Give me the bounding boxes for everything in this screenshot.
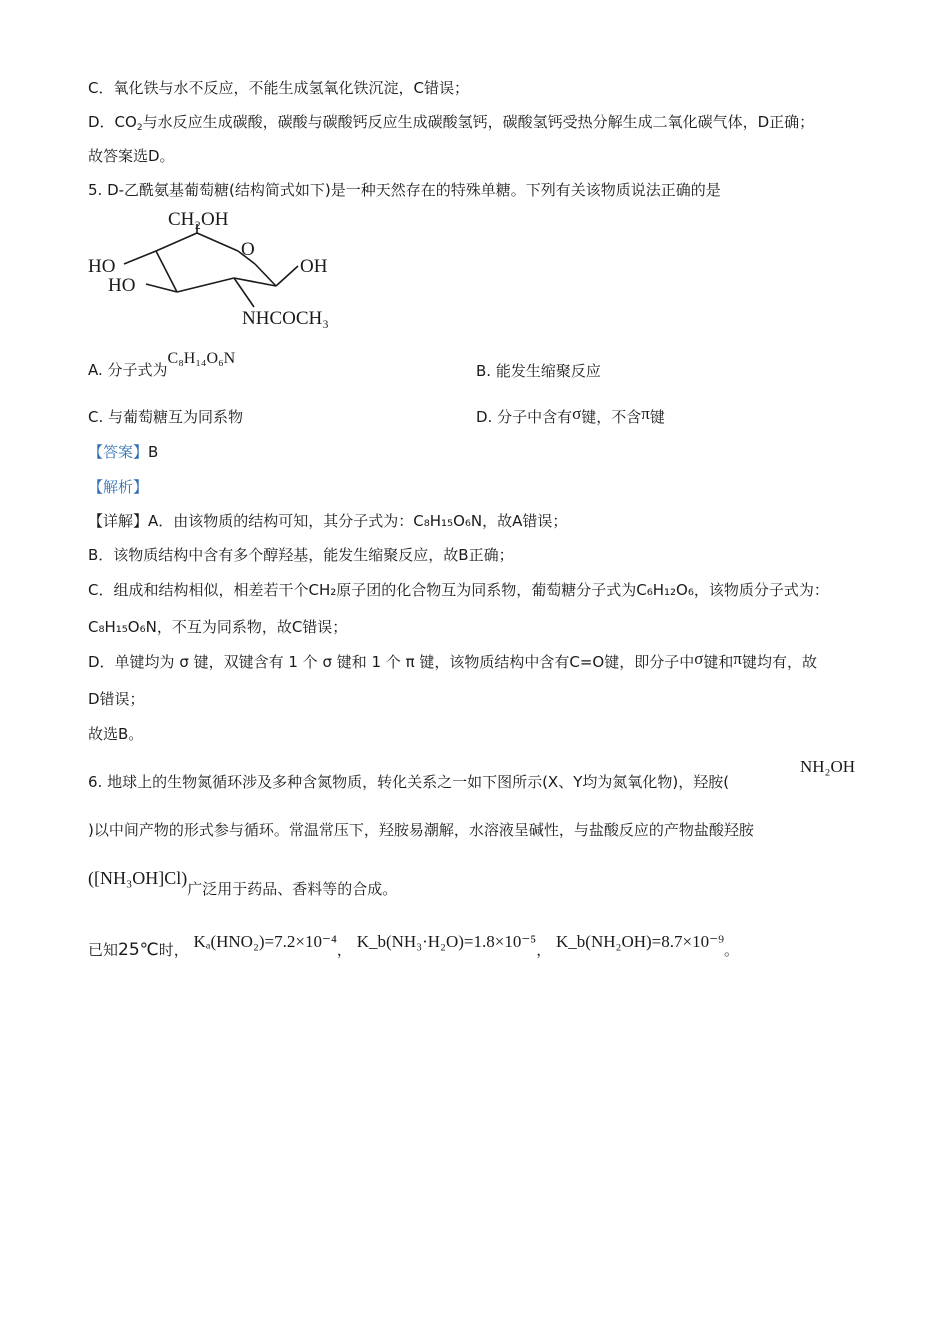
q6-line1: 6. 地球上的生物氮循环涉及多种含氮物质，转化关系之一如下图所示(X、Y均为氮氧化物)，羟胺( [88,773,730,791]
q5-option-c: C. 与葡萄糖互为同系物 [88,408,244,426]
detail-a-text: A．由该物质的结构可知，其分子式为：C₈H₁₅O₆N，故A错误； [148,512,568,530]
text-span: D．CO [88,113,137,131]
q5-detail-d-line2: D错误； [88,690,145,708]
text-span: 时， [158,941,189,959]
q5-stem: 5. D-乙酰氨基葡萄糖(结构简式如下)是一种天然存在的特殊单糖。下列有关该物质说法正确的是 [88,181,721,199]
text-span: 键和 [703,653,734,671]
q4-option-c-explanation: C．氧化铁与水不反应，不能生成氢氧化铁沉淀，C错误； [88,79,469,97]
pi-symbol: π [641,404,650,423]
answer-value: B [148,443,159,461]
text-span: 广泛用于药品、香料等的合成。 [187,880,398,898]
pi-symbol: π [733,649,742,668]
answer-tag: 【答案】 [88,443,149,461]
text-span: D. 分子中含有 [476,408,573,426]
label-ho-upper: HO [88,256,116,277]
sigma-symbol: σ [694,649,704,668]
q4-conclusion: 故答案选D。 [88,147,175,165]
separator: ， [336,941,352,959]
label-ring-oxygen: O [241,239,255,260]
q5-option-d [476,404,665,427]
label-ho-lower: HO [108,275,136,296]
q5-option-a [88,350,236,381]
kb-nh3-h2o: K_b(NH₃·H₂O)=1.8×10⁻⁵ [356,932,537,951]
sigma-symbol: σ [572,404,582,423]
q5-conclusion: 故选B。 [88,725,144,743]
ka-hno2: Kₐ(HNO₂)=7.2×10⁻⁴ [193,932,337,951]
period: 。 [724,941,740,959]
q6-line2: )以中间产物的形式参与循环。常温常压下，羟胺易潮解，水溶液呈碱性，与盐酸反应的产物盐酸羟胺 [88,821,754,839]
subscript: 2 [136,123,143,133]
q5-option-b: B. 能发生缩聚反应 [476,362,601,380]
q5-analysis-tag: 【解析】 [88,478,149,496]
temperature: 25℃ [118,940,159,960]
q5-detail-c-line1: C．组成和结构相似，相差若干个CH₂原子团的化合物互为同系物，葡萄糖分子式为C₆H₁₂O₆，该物质分子式为： [88,581,829,599]
salt-formula: ([NH₃OH]Cl) [88,868,188,888]
q6-nh2oh-formula: NH₂OH [800,757,856,776]
q5-detail-c-line2: C₈H₁₅O₆N，不互为同系物，故C错误； [88,618,348,636]
q5-answer [88,442,158,462]
glucosamine-structure-diagram [84,204,364,334]
text-span: 键均有，故 [742,653,818,671]
text-span: 键 [649,408,665,426]
option-a-formula: C₈H₁₄O₆N [167,350,236,367]
q6-known-constants [88,932,740,960]
detail-tag: 【详解】 [88,512,149,530]
text-span: D．单键均为 σ 键，双键含有 1 个 σ 键和 1 个 π 键，该物质结构中含有C=O键，即分子中 [88,653,695,671]
label-nhcoch3: NHCOCH₃ [242,308,329,329]
q5-detail-b: B．该物质结构中含有多个醇羟基，能发生缩聚反应，故B正确； [88,546,514,564]
q5-detail-a [88,511,567,531]
text-span: 已知 [88,941,119,959]
q6-line3 [88,868,398,899]
label-oh: OH [300,256,328,277]
q4-option-d-explanation [88,112,814,138]
separator: ， [536,941,552,959]
text-span: 与水反应生成碳酸，碳酸与碳酸钙反应生成碳酸氢钙，碳酸氢钙受热分解生成二氧化碳气体，D正确； [142,113,815,131]
text-span: 键，不含 [581,408,642,426]
option-a-label: A. 分子式为 [88,361,168,379]
kb-nh2oh: K_b(NH₂OH)=8.7×10⁻⁹ [556,932,724,951]
q5-detail-d-line1 [88,649,818,672]
label-ch2oh: CH₂OH [168,209,229,230]
